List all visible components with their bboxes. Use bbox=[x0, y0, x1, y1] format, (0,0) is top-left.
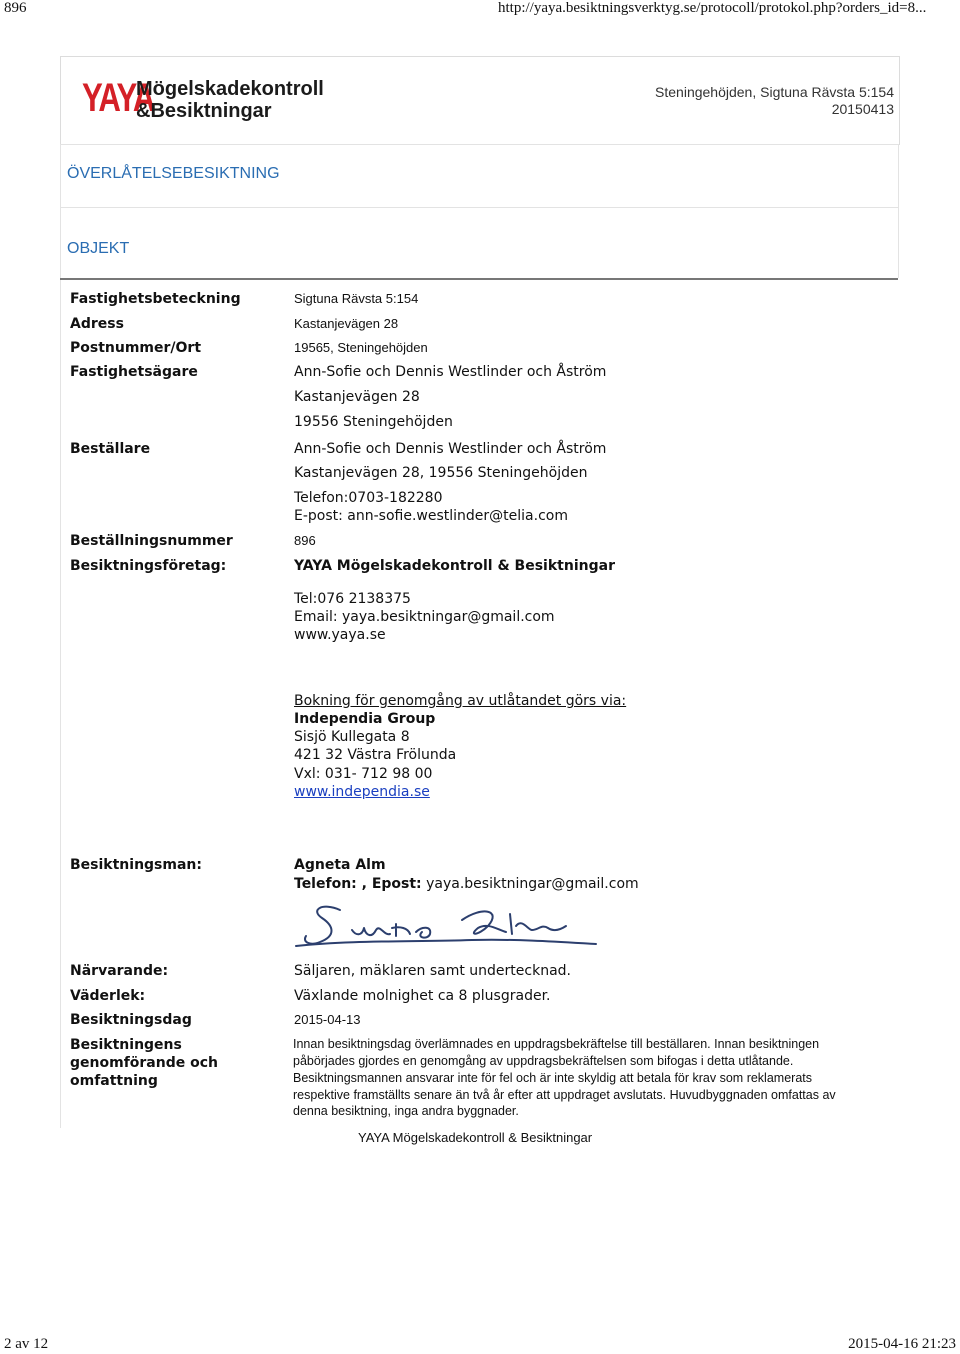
adress-value: Kastanjevägen 28 bbox=[294, 316, 399, 331]
bestallare-name: Ann-Sofie och Dennis Westlinder och Åström bbox=[294, 441, 607, 457]
print-url: http://yaya.besiktningsverktyg.se/protocoll/protokol.php?orders_id=8... bbox=[498, 0, 927, 16]
agare-street: Kastanjevägen 28 bbox=[294, 389, 420, 405]
page-footer-company: YAYA Mögelskadekontroll & Besiktningar bbox=[358, 1130, 593, 1145]
narvarande-label: Närvarande: bbox=[70, 963, 169, 979]
bestallare-email: E-post: ann-sofie.westlinder@telia.com bbox=[294, 508, 568, 524]
booking-company: Independia Group bbox=[294, 711, 436, 727]
bestallare-phone: Telefon:0703-182280 bbox=[294, 490, 443, 506]
logo-line-2: &Besiktningar bbox=[136, 100, 272, 122]
logo-yaya-mark: YAYA bbox=[82, 76, 154, 120]
scope-text-line-3: Besiktningsmannen ansvarar inte för fel och är inte skyldig att betala för krav som reklamerats bbox=[293, 1071, 812, 1085]
adress-label: Adress bbox=[70, 316, 124, 332]
scope-text-line-4: respektive framställts senare än två år efter att uppdraget avslutats. Huvudbyggnaden omfattas av bbox=[293, 1088, 836, 1102]
scope-label-line-1: Besiktningens bbox=[70, 1037, 182, 1053]
bestallare-address: Kastanjevägen 28, 19556 Steningehöjden bbox=[294, 465, 588, 481]
booking-street: Sisjö Kullegata 8 bbox=[294, 729, 410, 745]
inspector-label: Besiktningsman: bbox=[70, 857, 202, 873]
booking-city: 421 32 Västra Frölunda bbox=[294, 747, 457, 763]
print-timestamp: 2015-04-16 21:23 bbox=[848, 1336, 956, 1352]
postnr-label: Postnummer/Ort bbox=[70, 340, 202, 356]
document-title: ÖVERLÅTELSEBESIKTNING bbox=[67, 165, 280, 182]
fastighet-value: Sigtuna Rävsta 5:154 bbox=[294, 291, 419, 306]
header-location: Steningehöjden, Sigtuna Rävsta 5:154 bbox=[655, 84, 894, 100]
inspector-contact bbox=[294, 876, 639, 892]
frame-left bbox=[60, 144, 61, 278]
header-date: 20150413 bbox=[831, 101, 894, 117]
ordernr-value: 896 bbox=[294, 533, 316, 548]
agare-label: Fastighetsägare bbox=[70, 364, 198, 380]
foretag-name: YAYA Mögelskadekontroll & Besiktningar bbox=[294, 558, 615, 574]
scope-label-line-2: genomförande och bbox=[70, 1055, 218, 1071]
vaderlek-value: Växlande molnighet ca 8 plusgrader. bbox=[294, 988, 551, 1004]
postnr-value: 19565, Steningehöjden bbox=[294, 340, 428, 355]
scope-text-line-2: påbörjades gjordes en genomgång av uppdragsbekräftelsen som bifogas i detta utlåtande. bbox=[293, 1054, 794, 1068]
agare-city: 19556 Steningehöjden bbox=[294, 414, 453, 430]
print-page-number: 896 bbox=[4, 0, 27, 16]
narvarande-value: Säljaren, mäklaren samt undertecknad. bbox=[294, 963, 571, 979]
section-rule bbox=[60, 278, 898, 280]
logo-line-1: Mögelskadekontroll bbox=[136, 78, 324, 100]
section-title: OBJEKT bbox=[67, 240, 130, 257]
signature-image bbox=[292, 896, 602, 956]
inspector-contact-prefix: Telefon: , Epost: bbox=[294, 876, 422, 892]
fastighet-label: Fastighetsbeteckning bbox=[70, 291, 241, 307]
header-divider bbox=[60, 144, 898, 145]
scope-text-line-1: Innan besiktningsdag överlämnades en uppdragsbekräftelse till beställaren. Innan besiktningen bbox=[293, 1037, 820, 1051]
foretag-label: Besiktningsföretag: bbox=[70, 558, 227, 574]
scope-text-line-5: denna besiktning, inga andra byggnader. bbox=[293, 1104, 519, 1118]
besiktningsdag-label: Besiktningsdag bbox=[70, 1012, 192, 1028]
agare-name: Ann-Sofie och Dennis Westlinder och Åström bbox=[294, 364, 607, 380]
besiktningsdag-value: 2015-04-13 bbox=[294, 1012, 361, 1027]
inspector-email: yaya.besiktningar@gmail.com bbox=[426, 876, 639, 892]
inspector-name: Agneta Alm bbox=[294, 857, 386, 873]
print-page-count: 2 av 12 bbox=[4, 1336, 49, 1352]
booking-intro: Bokning för genomgång av utlåtandet görs via: bbox=[294, 693, 627, 709]
scope-label-line-3: omfattning bbox=[70, 1073, 158, 1089]
booking-website-link[interactable]: www.independia.se bbox=[294, 784, 430, 800]
foretag-website: www.yaya.se bbox=[294, 627, 386, 643]
bestallare-label: Beställare bbox=[70, 441, 151, 457]
booking-phone: Vxl: 031- 712 98 00 bbox=[294, 766, 433, 782]
frame-right bbox=[898, 144, 899, 278]
vaderlek-label: Väderlek: bbox=[70, 988, 146, 1004]
title-divider bbox=[60, 207, 898, 208]
foretag-email: Email: yaya.besiktningar@gmail.com bbox=[294, 609, 555, 625]
foretag-phone: Tel:076 2138375 bbox=[294, 591, 411, 607]
ordernr-label: Beställningsnummer bbox=[70, 533, 233, 549]
frame-left-lower bbox=[60, 280, 61, 1128]
